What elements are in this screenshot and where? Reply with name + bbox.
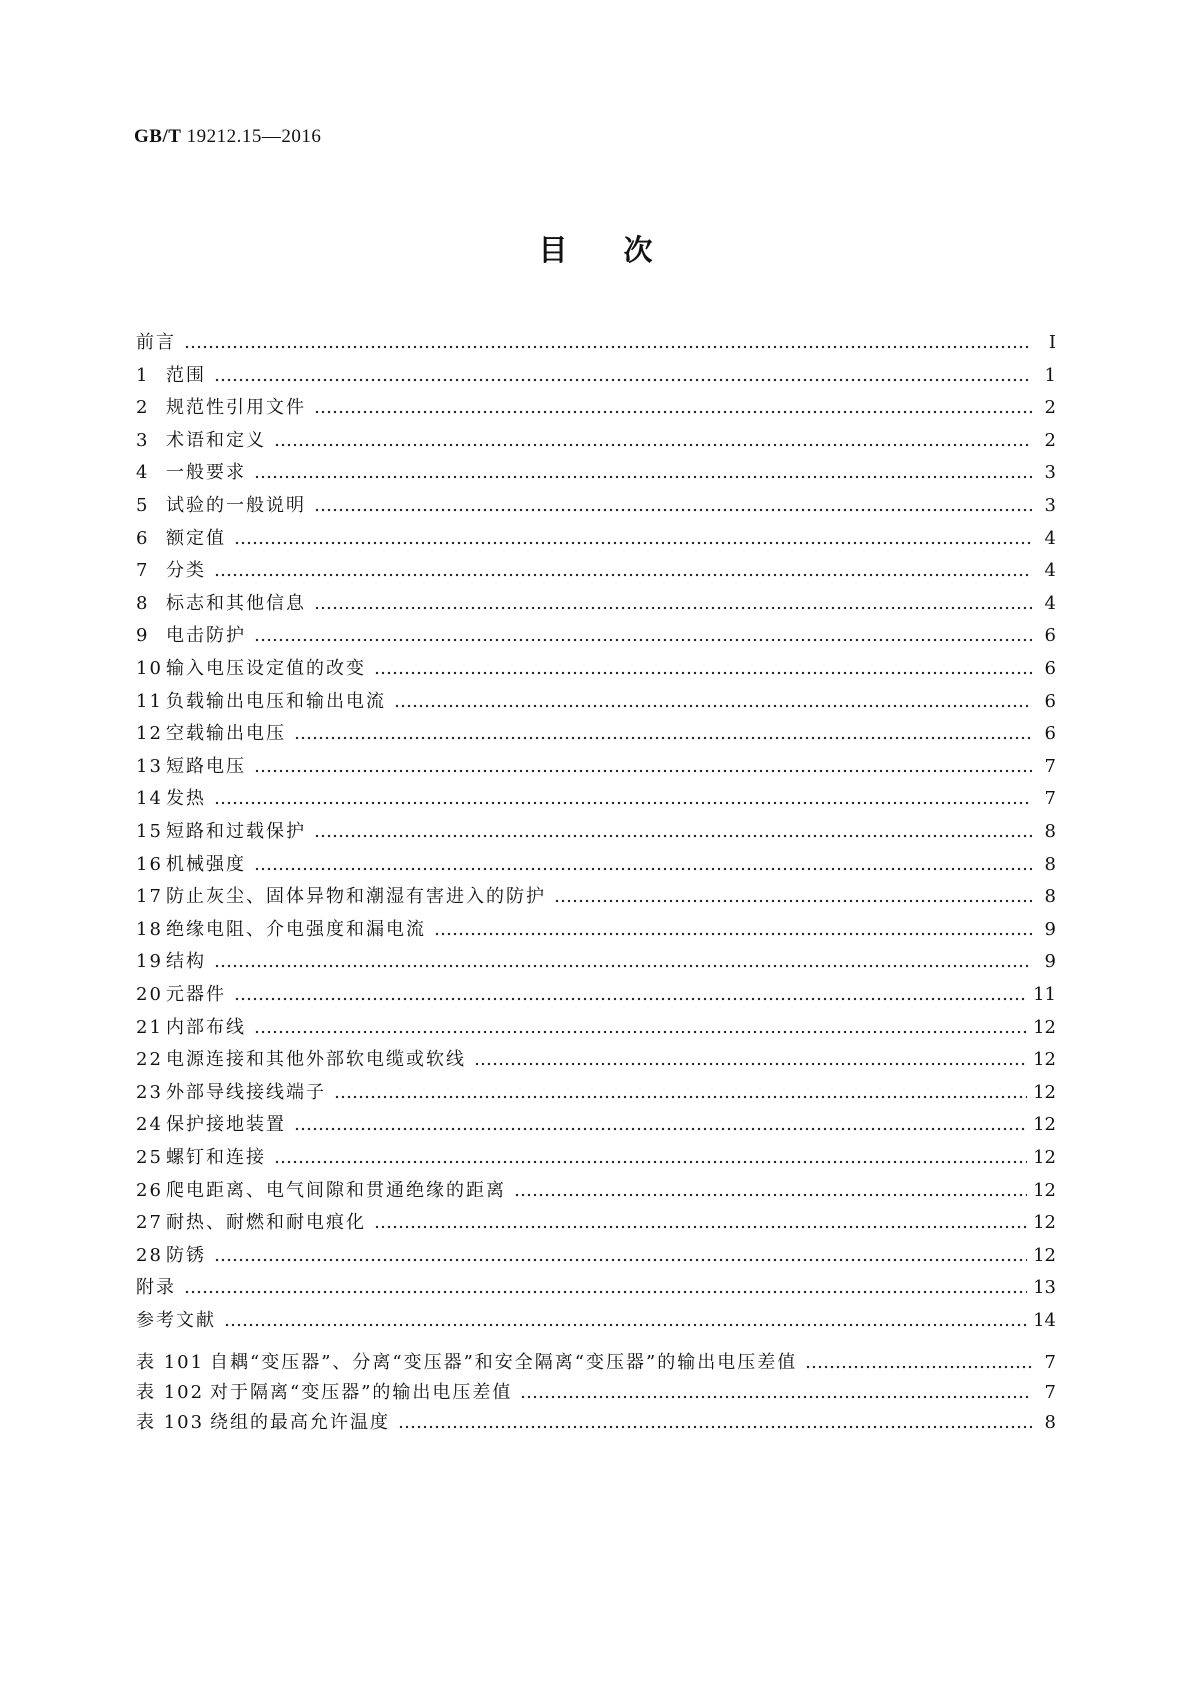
dot-leader	[374, 1225, 1027, 1229]
dot-leader	[214, 801, 1032, 805]
entry-page-number: 8	[1044, 886, 1056, 908]
entry-number: 11	[136, 690, 163, 712]
entry-number: 10	[136, 658, 163, 679]
dot-leader	[314, 508, 1032, 512]
entry-title: 机械强度	[166, 853, 246, 875]
dot-leader	[294, 1127, 1027, 1131]
entry-number: 28	[136, 1244, 163, 1266]
entry-title: 保护接地装置	[166, 1114, 286, 1136]
toc-entry[interactable]	[136, 1074, 1056, 1104]
entry-page-number: 14	[1033, 1310, 1056, 1331]
entry-page-number: 12	[1033, 1016, 1056, 1038]
entry-number: 1	[136, 364, 150, 386]
entry-title: 试验的一般说明	[166, 495, 306, 516]
dot-leader	[234, 997, 1027, 1001]
standard-code	[134, 126, 321, 148]
toc-entry[interactable]	[136, 1237, 1056, 1267]
entry-number: 9	[136, 625, 150, 647]
entry-title: 外部导线接线端子	[166, 1081, 326, 1103]
entry-number: 16	[136, 853, 163, 875]
entry-number: 2	[136, 397, 150, 419]
toc-entry[interactable]	[136, 520, 1056, 550]
entry-number: 26	[136, 1179, 163, 1201]
entry-number: 24	[136, 1114, 163, 1136]
entry-title: 自耦“变压器”、分离“变压器”和安全隔离“变压器”的输出电压差值	[210, 1352, 798, 1373]
entry-page-number: 2	[1044, 429, 1056, 451]
toc-entry[interactable]	[136, 1204, 1056, 1234]
dot-leader	[254, 867, 1032, 871]
entry-page-number: 8	[1044, 1412, 1056, 1433]
entry-number: 7	[136, 560, 150, 582]
toc-entry[interactable]	[136, 357, 1056, 387]
entry-page-number: 12	[1033, 1179, 1056, 1201]
entry-number: 22	[136, 1049, 163, 1071]
dot-leader	[474, 1062, 1027, 1066]
dot-leader	[434, 932, 1032, 936]
toc-entry[interactable]	[136, 1269, 1056, 1299]
toc-entry[interactable]	[136, 1139, 1056, 1169]
entry-page-number: 6	[1044, 690, 1056, 712]
toc-entry[interactable]	[136, 585, 1056, 615]
toc-entry[interactable]	[136, 943, 1056, 973]
entry-title: 元器件	[166, 984, 226, 1005]
toc-entry[interactable]	[136, 813, 1056, 843]
entry-page-number: 12	[1033, 1244, 1056, 1266]
toc-entry[interactable]	[136, 650, 1056, 680]
entry-page-number: 9	[1044, 918, 1056, 940]
toc-entry[interactable]	[136, 1302, 1056, 1332]
entry-title: 结构	[166, 951, 206, 973]
toc-entry[interactable]	[136, 748, 1056, 778]
entry-number: 21	[136, 1016, 163, 1038]
toc-entry[interactable]	[136, 324, 1056, 354]
toc-entry[interactable]	[136, 683, 1056, 713]
entry-title: 规范性引用文件	[166, 397, 306, 419]
dot-leader	[314, 834, 1032, 838]
entry-title: 参考文献	[136, 1310, 216, 1331]
entry-page-number: 12	[1033, 1212, 1056, 1234]
dot-leader	[214, 573, 1032, 577]
toc-entry[interactable]	[136, 911, 1056, 941]
toc-entry[interactable]	[136, 487, 1056, 517]
toc-entry[interactable]	[136, 552, 1056, 582]
entry-number: 3	[136, 429, 150, 451]
entry-number: 表 102	[136, 1382, 205, 1403]
dot-leader	[334, 1095, 1027, 1099]
entry-title: 内部布线	[166, 1016, 246, 1038]
entry-title: 耐热、耐燃和耐电痕化	[166, 1212, 366, 1234]
entry-number: 4	[136, 462, 150, 484]
dot-leader	[805, 1365, 1032, 1369]
entry-number: 8	[136, 592, 150, 614]
entry-page-number: 6	[1044, 658, 1056, 679]
entry-page-number: 12	[1033, 1081, 1056, 1103]
entry-page-number: 9	[1044, 951, 1056, 973]
entry-title: 电源连接和其他外部软电缆或软线	[166, 1049, 466, 1071]
dot-leader	[514, 1193, 1027, 1197]
entry-number: 表 101	[136, 1352, 205, 1373]
table-list-entry[interactable]	[136, 1374, 1056, 1404]
entry-page-number: 1	[1044, 364, 1056, 386]
toc-entry[interactable]	[136, 422, 1056, 452]
toc-entry[interactable]	[136, 846, 1056, 876]
entry-page-number: 7	[1044, 755, 1056, 777]
dot-leader	[214, 964, 1032, 968]
entry-page-number: 7	[1044, 1382, 1056, 1403]
entry-title: 负载输出电压和输出电流	[166, 690, 386, 712]
dot-leader	[398, 1425, 1032, 1429]
entry-number: 表 103	[136, 1412, 205, 1433]
toc-entry[interactable]	[136, 1009, 1056, 1039]
entry-page-number: 8	[1044, 821, 1056, 842]
entry-title: 附录	[136, 1277, 176, 1299]
entry-page-number: 7	[1044, 788, 1056, 810]
entry-page-number: 12	[1033, 1147, 1056, 1168]
entry-number: 12	[136, 723, 163, 745]
standard-code-prefix: GB/T	[134, 126, 182, 147]
entry-page-number: 6	[1044, 625, 1056, 647]
dot-leader	[214, 1258, 1027, 1262]
entry-number: 14	[136, 788, 163, 810]
entry-page-number: 11	[1033, 984, 1056, 1005]
entry-title: 术语和定义	[166, 429, 266, 451]
entry-number: 25	[136, 1147, 163, 1168]
entry-number: 17	[136, 886, 163, 908]
toc-entry[interactable]	[136, 780, 1056, 810]
dot-leader	[224, 1323, 1027, 1327]
entry-page-number: 4	[1044, 592, 1056, 614]
dot-leader	[184, 1290, 1027, 1294]
entry-title: 空载输出电压	[166, 723, 286, 745]
entry-title: 短路和过载保护	[166, 821, 306, 842]
entry-title: 电击防护	[166, 625, 246, 647]
dot-leader	[520, 1395, 1032, 1399]
entry-number: 23	[136, 1081, 163, 1103]
entry-title: 防锈	[166, 1244, 206, 1266]
entry-number: 18	[136, 918, 163, 940]
dot-leader	[184, 345, 1032, 349]
toc-entry[interactable]	[136, 1106, 1056, 1136]
entry-title: 对于隔离“变压器”的输出电压差值	[210, 1382, 513, 1403]
dot-leader	[294, 736, 1032, 740]
toc-entry[interactable]	[136, 715, 1056, 745]
entry-page-number: 3	[1044, 462, 1056, 484]
dot-leader	[254, 1030, 1027, 1034]
entry-page-number: 4	[1044, 560, 1056, 582]
toc-entry[interactable]	[136, 454, 1056, 484]
entry-number: 6	[136, 527, 150, 549]
standard-code-number: 19212.15—2016	[186, 126, 322, 147]
entry-title: 输入电压设定值的改变	[166, 658, 366, 679]
entry-page-number: Ⅰ	[1048, 332, 1056, 353]
entry-page-number: 12	[1033, 1049, 1056, 1071]
entry-title: 一般要求	[166, 462, 246, 484]
entry-title: 螺钉和连接	[166, 1147, 266, 1168]
dot-leader	[314, 606, 1032, 610]
entry-number: 15	[136, 821, 163, 842]
toc-entry[interactable]	[136, 1172, 1056, 1202]
dot-leader	[554, 899, 1032, 903]
dot-leader	[254, 638, 1032, 642]
entry-page-number: 7	[1044, 1352, 1056, 1373]
entry-number: 20	[136, 984, 163, 1005]
dot-leader	[254, 769, 1032, 773]
entry-title: 前言	[136, 332, 176, 353]
entry-page-number: 12	[1033, 1114, 1056, 1136]
table-list-entry[interactable]	[136, 1404, 1056, 1434]
entry-page-number: 2	[1044, 397, 1056, 419]
entry-number: 13	[136, 755, 163, 777]
toc-entry[interactable]	[136, 617, 1056, 647]
entry-title: 额定值	[166, 527, 226, 549]
dot-leader	[234, 541, 1032, 545]
entry-number: 5	[136, 495, 150, 516]
toc-entry[interactable]	[136, 1041, 1056, 1071]
toc-entry[interactable]	[136, 976, 1056, 1006]
entry-title: 发热	[166, 788, 206, 810]
entry-page-number: 3	[1044, 495, 1056, 516]
entry-title: 标志和其他信息	[166, 592, 306, 614]
entry-number: 27	[136, 1212, 163, 1234]
dot-leader	[214, 378, 1032, 382]
entry-page-number: 6	[1044, 723, 1056, 745]
dot-leader	[314, 410, 1032, 414]
dot-leader	[394, 704, 1032, 708]
entry-title: 防止灰尘、固体异物和潮湿有害进入的防护	[166, 886, 546, 908]
dot-leader	[254, 475, 1032, 479]
entry-title: 范围	[166, 364, 206, 386]
page-title: 目次	[538, 233, 709, 267]
entry-title: 绕组的最高允许温度	[210, 1412, 390, 1433]
dot-leader	[274, 1160, 1027, 1164]
entry-page-number: 8	[1044, 853, 1056, 875]
entry-title: 爬电距离、电气间隙和贯通绝缘的距离	[166, 1179, 506, 1201]
dot-leader	[274, 443, 1032, 447]
entry-title: 短路电压	[166, 755, 246, 777]
entry-title: 分类	[166, 560, 206, 582]
toc-entry[interactable]	[136, 878, 1056, 908]
entry-page-number: 4	[1044, 527, 1056, 549]
toc-entry[interactable]	[136, 389, 1056, 419]
table-list-entry[interactable]	[136, 1344, 1056, 1374]
dot-leader	[374, 671, 1032, 675]
entry-page-number: 13	[1033, 1277, 1056, 1299]
entry-number: 19	[136, 951, 163, 973]
entry-title: 绝缘电阻、介电强度和漏电流	[166, 918, 426, 940]
